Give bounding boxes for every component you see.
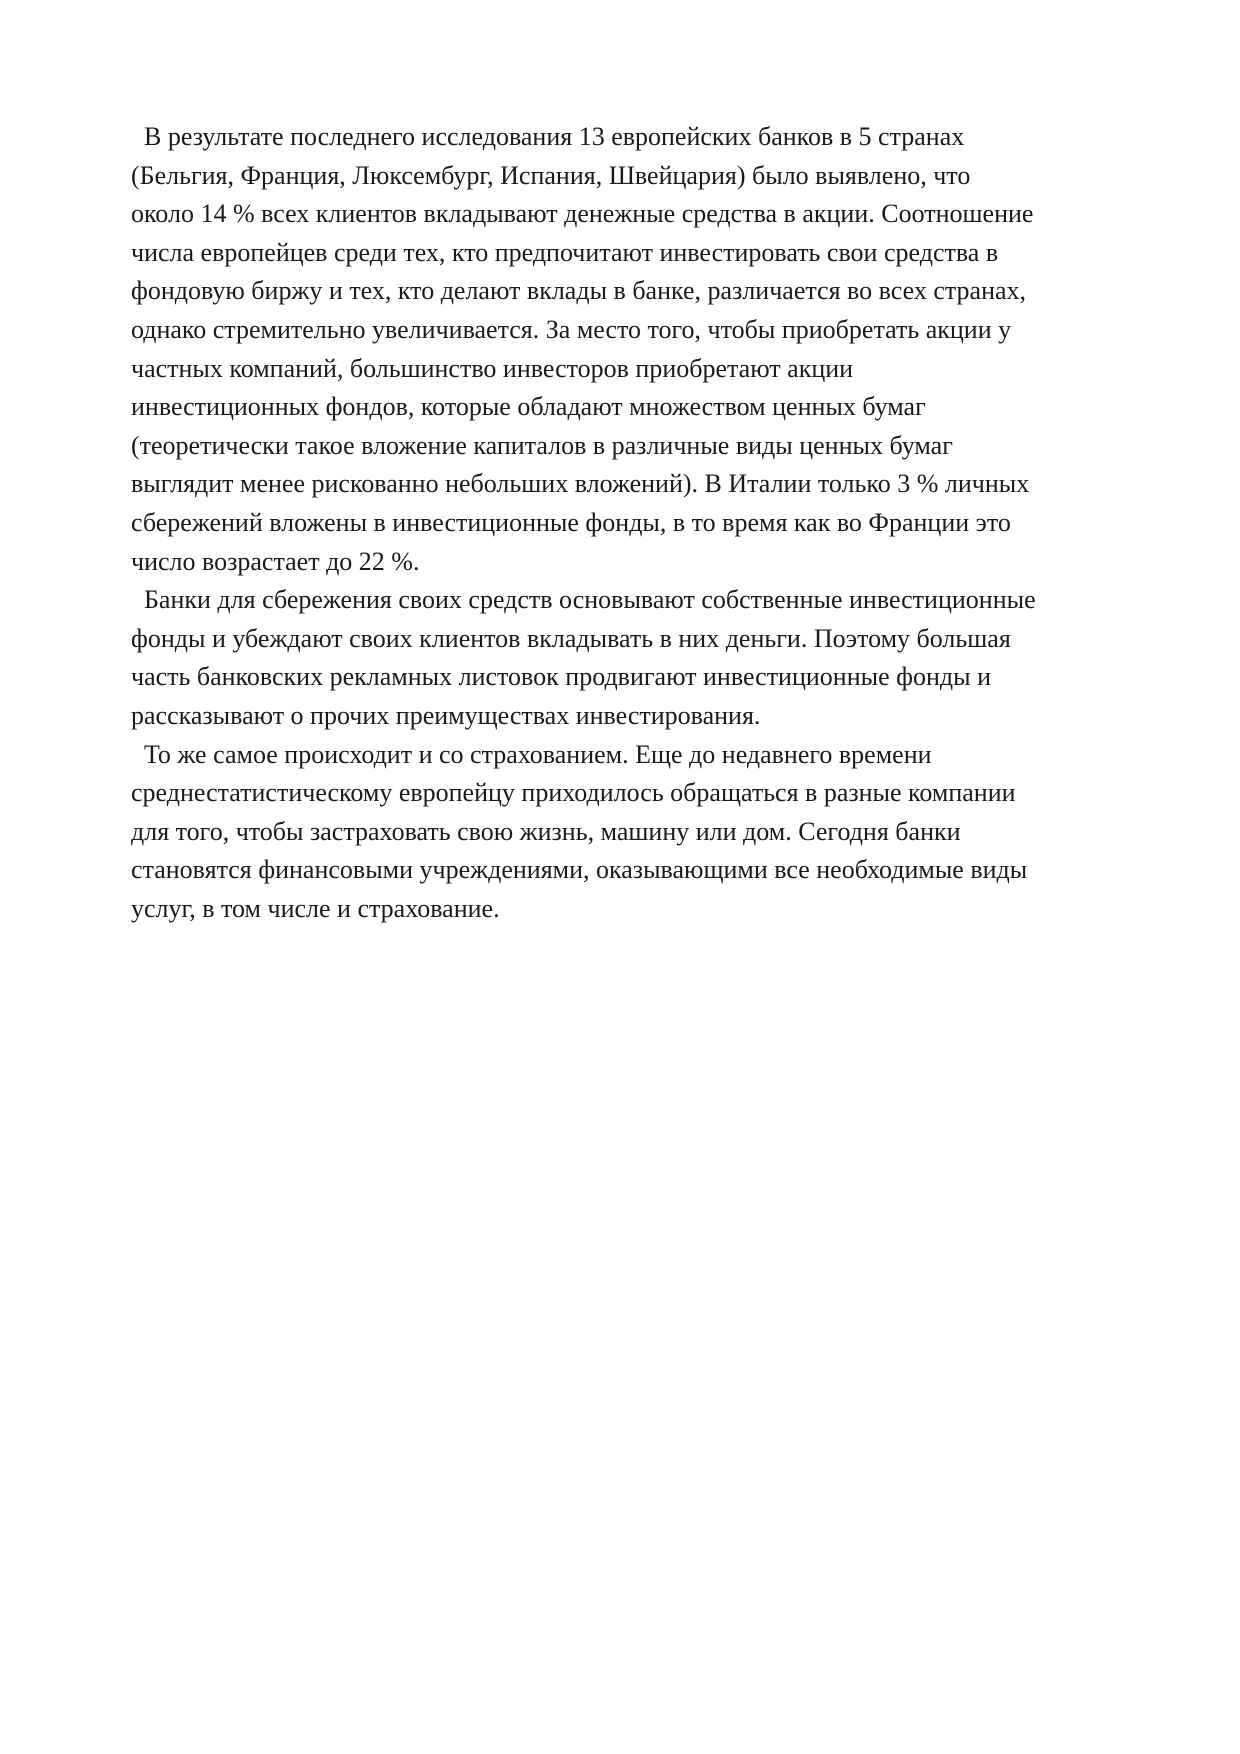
text-line: (теоретически такое вложение капиталов в различные виды ценных бумаг (131, 430, 953, 460)
paragraph-3 (131, 736, 1161, 929)
text-line: рассказывают о прочих преимуществах инвестирования. (131, 700, 761, 730)
text-line: для того, чтобы застраховать свою жизнь, машину или дом. Сегодня банки (131, 816, 961, 846)
text-line: сбережений вложены в инвестиционные фонды, в то время как во Франции это (131, 507, 1011, 537)
text-line: Банки для сбережения своих средств основывают собственные инвестиционные (131, 585, 1036, 615)
paragraph-1 (131, 118, 1161, 581)
text-line: число возрастает до 22 %. (131, 546, 420, 576)
text-line: часть банковских рекламных листовок продвигают инвестиционные фонды и (131, 662, 992, 692)
text-line: становятся финансовыми учреждениями, оказывающими все необходимые виды (131, 855, 1028, 885)
text-line: около 14 % всех клиентов вкладывают денежные средства в акции. Соотношение (131, 199, 1034, 229)
paragraph-2 (131, 581, 1161, 735)
text-line: В результате последнего исследования 13 европейских банков в 5 странах (131, 122, 965, 151)
text-line: услуг, в том числе и страхование. (131, 893, 500, 923)
text-line: среднестатистическому европейцу приходилось обращаться в разные компании (131, 778, 1016, 808)
document-body (131, 118, 1161, 928)
text-line: фондовую биржу и тех, кто делают вклады в банке, различается во всех странах, (131, 276, 1027, 306)
text-line: То же самое происходит и со страхованием. Еще до недавнего времени (131, 739, 932, 769)
text-line: однако стремительно увеличивается. За место того, чтобы приобретать акции у (131, 314, 1012, 344)
text-line: инвестиционных фондов, которые обладают множеством ценных бумаг (131, 392, 926, 422)
text-line: частных компаний, большинство инвесторов приобретают акции (131, 353, 854, 383)
text-line: выглядит менее рискованно небольших вложений). В Италии только 3 % личных (131, 469, 1030, 499)
text-line: фонды и убеждают своих клиентов вкладывать в них деньги. Поэтому большая (131, 623, 1011, 653)
text-line: числа европейцев среди тех, кто предпочитают инвестировать свои средства в (131, 237, 999, 267)
text-line: (Бельгия, Франция, Люксембург, Испания, Швейцария) было выявлено, что (131, 160, 971, 190)
